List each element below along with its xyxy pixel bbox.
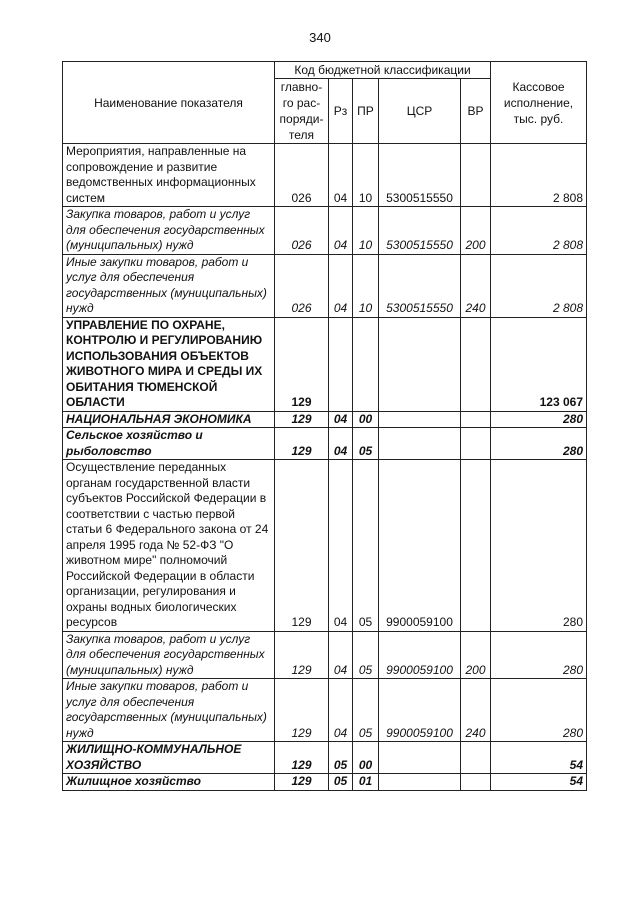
row-subsection-code: 05 xyxy=(353,460,379,632)
table-row xyxy=(63,254,587,317)
row-cash-execution: 280 xyxy=(491,679,587,742)
row-target-article-code xyxy=(379,428,461,460)
row-target-article-code xyxy=(379,742,461,774)
row-expense-type-code xyxy=(461,144,491,207)
row-section-code: 04 xyxy=(329,144,353,207)
row-section-code: 05 xyxy=(329,742,353,774)
table-row xyxy=(63,207,587,255)
header-target-article: ЦСР xyxy=(379,79,461,144)
table-row xyxy=(63,460,587,632)
row-name: Закупка товаров, работ и услуг для обеспечения государственных (муниципальных) нужд xyxy=(63,207,275,255)
row-expense-type-code xyxy=(461,428,491,460)
row-section-code: 04 xyxy=(329,428,353,460)
table-row xyxy=(63,428,587,460)
row-section-code: 04 xyxy=(329,679,353,742)
row-main-manager-code: 129 xyxy=(275,774,329,791)
row-section-code: 04 xyxy=(329,631,353,679)
row-main-manager-code: 129 xyxy=(275,411,329,428)
row-subsection-code: 01 xyxy=(353,774,379,791)
row-target-article-code: 5300515550 xyxy=(379,207,461,255)
page-number: 340 xyxy=(309,30,331,45)
row-target-article-code xyxy=(379,774,461,791)
row-section-code: 05 xyxy=(329,774,353,791)
row-expense-type-code xyxy=(461,411,491,428)
row-section-code xyxy=(329,317,353,411)
table-row xyxy=(63,774,587,791)
table-row xyxy=(63,742,587,774)
header-name: Наименование показателя xyxy=(63,62,275,144)
row-subsection-code: 00 xyxy=(353,411,379,428)
row-main-manager-code: 129 xyxy=(275,631,329,679)
row-name: Иные закупки товаров, работ и услуг для обеспечения государственных (муниципальных) нужд xyxy=(63,254,275,317)
row-name: Иные закупки товаров, работ и услуг для обеспечения государственных (муниципальных) нужд xyxy=(63,679,275,742)
row-section-code: 04 xyxy=(329,411,353,428)
row-expense-type-code: 200 xyxy=(461,631,491,679)
row-target-article-code: 9900059100 xyxy=(379,460,461,632)
table-body xyxy=(63,144,587,791)
row-main-manager-code: 026 xyxy=(275,144,329,207)
row-main-manager-code: 026 xyxy=(275,207,329,255)
row-cash-execution: 2 808 xyxy=(491,254,587,317)
row-main-manager-code: 129 xyxy=(275,428,329,460)
row-main-manager-code: 129 xyxy=(275,742,329,774)
row-cash-execution: 280 xyxy=(491,460,587,632)
table-row xyxy=(63,144,587,207)
row-expense-type-code: 200 xyxy=(461,207,491,255)
table-row xyxy=(63,679,587,742)
row-name: УПРАВЛЕНИЕ ПО ОХРАНЕ, КОНТРОЛЮ И РЕГУЛИРОВАНИЮ ИСПОЛЬЗОВАНИЯ ОБЪЕКТОВ ЖИВОТНОГО МИРА И СРЕДЫ ИХ ОБИТАНИЯ ТЮМЕНСКОЙ ОБЛАСТИ xyxy=(63,317,275,411)
row-subsection-code: 10 xyxy=(353,144,379,207)
row-expense-type-code xyxy=(461,317,491,411)
row-target-article-code: 5300515550 xyxy=(379,144,461,207)
header-main-manager: главно-го рас-поряди-теля xyxy=(275,79,329,144)
row-target-article-code: 9900059100 xyxy=(379,679,461,742)
header-classification-group: Код бюджетной классификации xyxy=(275,62,491,79)
row-cash-execution: 2 808 xyxy=(491,207,587,255)
table-row xyxy=(63,411,587,428)
row-section-code: 04 xyxy=(329,207,353,255)
row-subsection-code xyxy=(353,317,379,411)
row-section-code: 04 xyxy=(329,254,353,317)
table-row xyxy=(63,317,587,411)
table-row xyxy=(63,631,587,679)
row-subsection-code: 05 xyxy=(353,631,379,679)
row-target-article-code xyxy=(379,317,461,411)
row-expense-type-code: 240 xyxy=(461,254,491,317)
row-subsection-code: 00 xyxy=(353,742,379,774)
row-subsection-code: 05 xyxy=(353,428,379,460)
row-cash-execution: 280 xyxy=(491,411,587,428)
budget-table xyxy=(62,61,587,791)
header-expense-type: ВР xyxy=(461,79,491,144)
row-cash-execution: 280 xyxy=(491,428,587,460)
row-cash-execution: 54 xyxy=(491,742,587,774)
row-expense-type-code: 240 xyxy=(461,679,491,742)
row-target-article-code: 9900059100 xyxy=(379,631,461,679)
row-subsection-code: 05 xyxy=(353,679,379,742)
row-expense-type-code xyxy=(461,774,491,791)
row-name: Закупка товаров, работ и услуг для обеспечения государственных (муниципальных) нужд xyxy=(63,631,275,679)
row-section-code: 04 xyxy=(329,460,353,632)
row-name: Жилищное хозяйство xyxy=(63,774,275,791)
row-expense-type-code xyxy=(461,460,491,632)
row-subsection-code: 10 xyxy=(353,254,379,317)
row-main-manager-code: 129 xyxy=(275,317,329,411)
row-target-article-code xyxy=(379,411,461,428)
row-cash-execution: 2 808 xyxy=(491,144,587,207)
row-target-article-code: 5300515550 xyxy=(379,254,461,317)
row-name: НАЦИОНАЛЬНАЯ ЭКОНОМИКА xyxy=(63,411,275,428)
row-main-manager-code: 129 xyxy=(275,679,329,742)
row-subsection-code: 10 xyxy=(353,207,379,255)
row-name: ЖИЛИЩНО-КОММУНАЛЬНОЕ ХОЗЯЙСТВО xyxy=(63,742,275,774)
header-subsection: ПР xyxy=(353,79,379,144)
row-main-manager-code: 129 xyxy=(275,460,329,632)
row-name: Осуществление переданных органам государственной власти субъектов Российской Федерации в соответствии с частью первой статьи 6 Федерального закона от 24 апреля 1995 года № 52-ФЗ "О животном мире" полномочий Российской Федерации в области организации, регулирования и охраны водных биологических ресурсов xyxy=(63,460,275,632)
row-name: Сельское хозяйство и рыболовство xyxy=(63,428,275,460)
header-section: Рз xyxy=(329,79,353,144)
header-cash-execution: Кассовое исполнение, тыс. руб. xyxy=(491,62,587,144)
row-main-manager-code: 026 xyxy=(275,254,329,317)
row-cash-execution: 280 xyxy=(491,631,587,679)
row-cash-execution: 54 xyxy=(491,774,587,791)
row-name: Мероприятия, направленные на сопровождение и развитие ведомственных информационных систем xyxy=(63,144,275,207)
row-expense-type-code xyxy=(461,742,491,774)
row-cash-execution: 123 067 xyxy=(491,317,587,411)
